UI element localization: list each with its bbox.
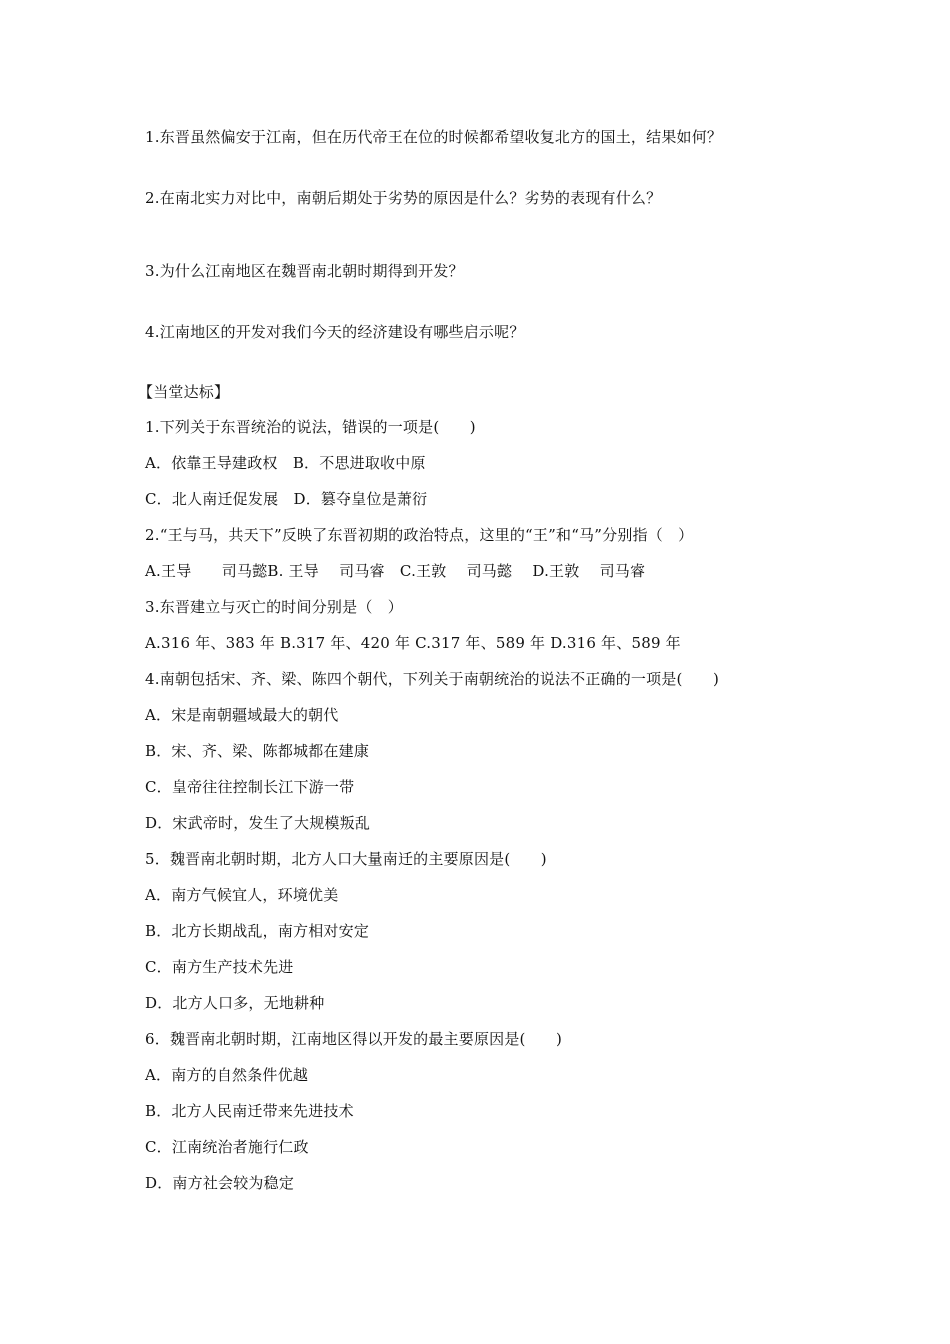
discussion-question-2: 2.在南北实力对比中，南朝后期处于劣势的原因是什么？劣势的表现有什么？ — [145, 189, 662, 207]
exercise-5-question: 5．魏晋南北朝时期，北方人口大量南迁的主要原因是( ) — [145, 850, 547, 868]
exercise-4-option-a: A．宋是南朝疆域最大的朝代 — [145, 706, 339, 724]
exercise-1-options-row-2: C．北人南迁促发展 D．篡夺皇位是萧衍 — [145, 490, 428, 508]
exercise-5-option-c: C．南方生产技术先进 — [145, 958, 294, 976]
exercise-4-option-b: B．宋、齐、梁、陈都城都在建康 — [145, 742, 370, 760]
exercise-6-question: 6．魏晋南北朝时期，江南地区得以开发的最主要原因是( ) — [145, 1030, 563, 1048]
exercise-5-option-d: D．北方人口多，无地耕种 — [145, 994, 325, 1012]
exercise-6-option-a: A．南方的自然条件优越 — [145, 1066, 309, 1084]
exercise-4-question: 4.南朝包括宋、齐、梁、陈四个朝代，下列关于南朝统治的说法不正确的一项是( ) — [145, 670, 720, 688]
exercise-3-question: 3.东晋建立与灭亡的时间分别是（ ） — [145, 598, 403, 616]
exercise-1-options-row-1: A．依靠王导建政权 B．不思进取收中原 — [145, 454, 426, 472]
section-title: 【当堂达标】 — [138, 383, 230, 401]
exercise-3-options: A.316 年、383 年 B.317 年、420 年 C.317 年、589 年 D.316 年、589 年 — [145, 634, 681, 652]
discussion-question-4: 4.江南地区的开发对我们今天的经济建设有哪些启示呢？ — [145, 323, 525, 341]
exercise-1-question: 1.下列关于东晋统治的说法，错误的一项是( ) — [145, 418, 476, 436]
exercise-6-option-c: C．江南统治者施行仁政 — [145, 1138, 309, 1156]
discussion-question-1: 1.东晋虽然偏安于江南，但在历代帝王在位的时候都希望收复北方的国土，结果如何？ — [145, 128, 723, 146]
discussion-question-3: 3.为什么江南地区在魏晋南北朝时期得到开发？ — [145, 262, 464, 280]
exercise-4-option-c: C．皇帝往往控制长江下游一带 — [145, 778, 355, 796]
exercise-2-question: 2.“王与马，共天下”反映了东晋初期的政治特点，这里的“王”和“马”分别指（ ） — [145, 526, 694, 544]
exercise-6-option-d: D．南方社会较为稳定 — [145, 1174, 295, 1192]
exercise-5-option-a: A．南方气候宜人，环境优美 — [145, 886, 339, 904]
exercise-6-option-b: B．北方人民南迁带来先进技术 — [145, 1102, 354, 1120]
exercise-2-options: A.王导 司马懿B. 王导 司马睿 C.王敦 司马懿 D.王敦 司马睿 — [145, 562, 646, 580]
exercise-4-option-d: D．宋武帝时，发生了大规模叛乱 — [145, 814, 371, 832]
exercise-5-option-b: B．北方长期战乱，南方相对安定 — [145, 922, 370, 940]
